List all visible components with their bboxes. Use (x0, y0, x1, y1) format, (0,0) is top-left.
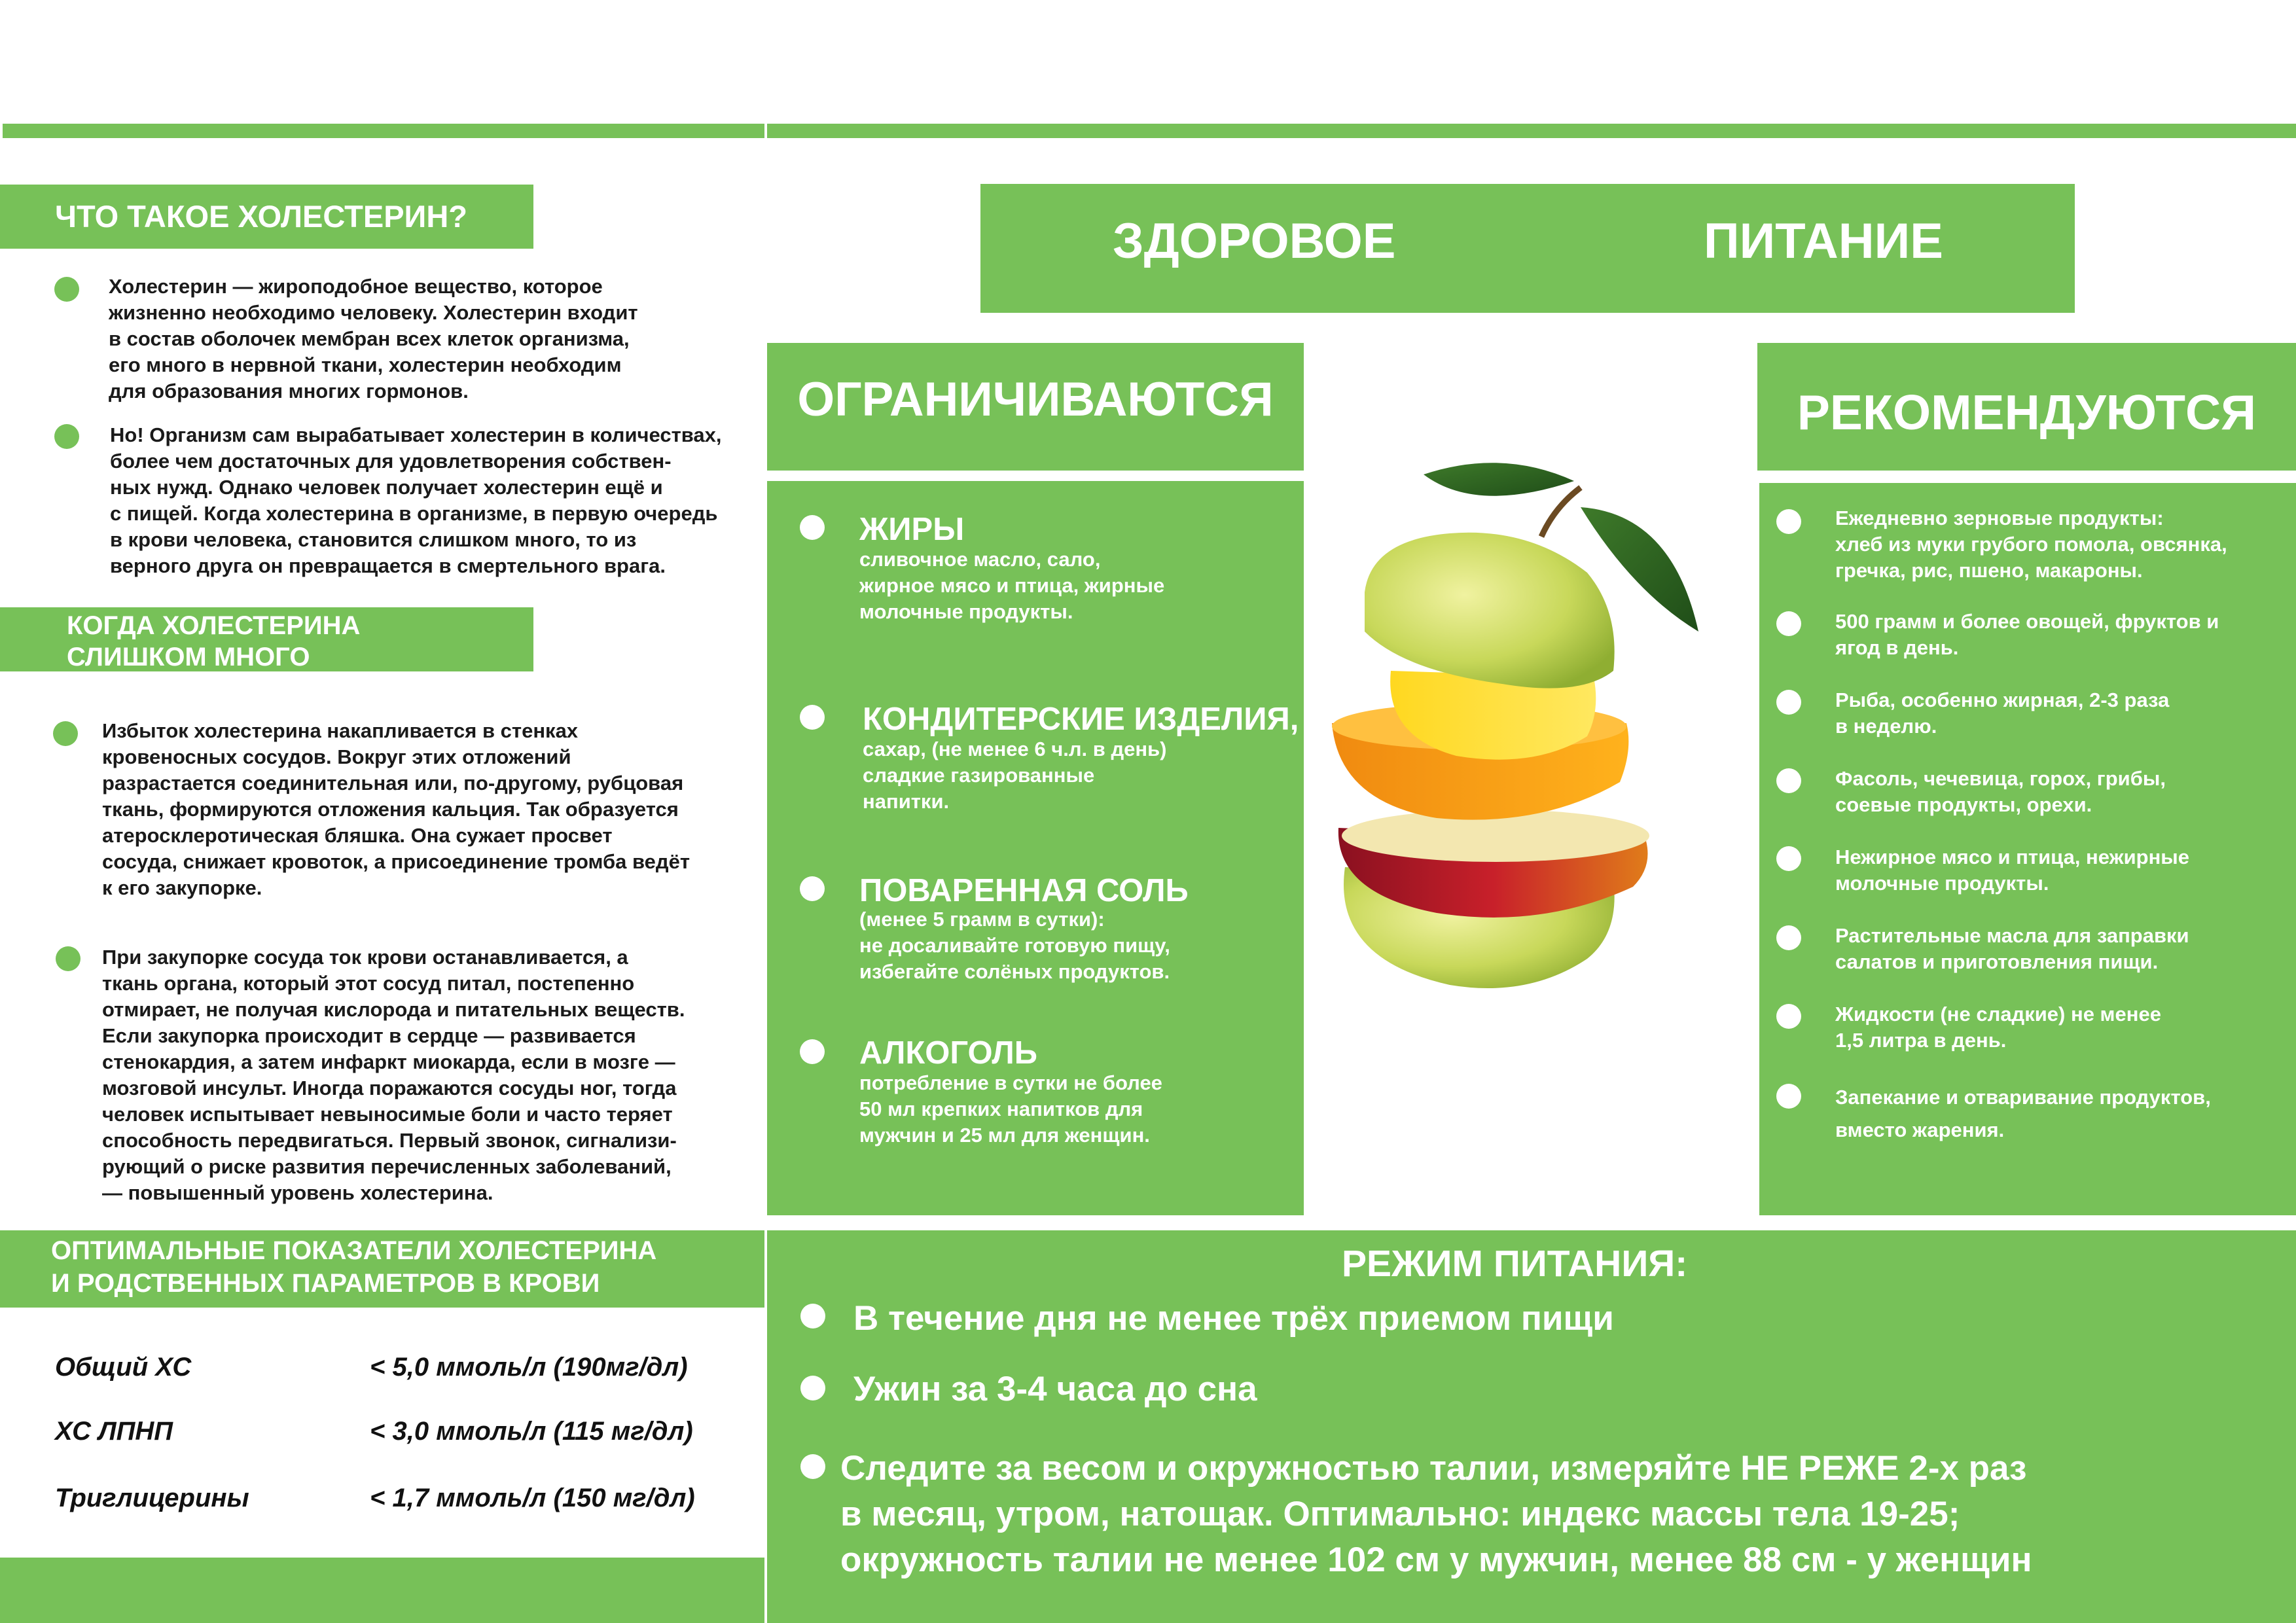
bullet (1776, 925, 1801, 950)
bullet (1776, 690, 1801, 715)
limited-item-body: (менее 5 грамм в сутки): не досаливайте готовую пищу, избегайте солёных продуктов. (859, 908, 1170, 983)
limited-item-body: сливочное масло, сало, жирное мясо и птица, жирные молочные продукты. (859, 548, 1165, 623)
param-value-triglycerides: < 1,7 ммоль/л (150 мг/дл) (370, 1484, 695, 1512)
bullet (800, 705, 825, 730)
eating-mode-panel (767, 1230, 2296, 1623)
bullet (1776, 509, 1801, 534)
limited-panel (767, 481, 1304, 1215)
recommended-item: Запекание и отваривание продуктов, вместо жарения. (1835, 1086, 2211, 1141)
eating-mode-item: Следите за весом и окружностью талии, измеряйте НЕ РЕЖЕ 2-х раз в месяц, утром, натощак. Оптимально: индекс массы тела 19-25; окружность талии не менее 102 см у мужчин, менее 88 см - у женщин (840, 1449, 2032, 1579)
bullet (56, 946, 81, 971)
limited-item-title: ЖИРЫ (859, 512, 965, 547)
sliced-fruit-image (1306, 461, 1757, 1005)
bullet (54, 277, 79, 302)
limited-item-body: потребление в сутки не более 50 мл крепких напитков для мужчин и 25 мл для женщин. (859, 1071, 1162, 1147)
bullet (1776, 768, 1801, 793)
recommended-item: Жидкости (не сладкие) не менее 1,5 литра в день. (1835, 1003, 2161, 1052)
recommended-item: Ежедневно зерновые продукты: хлеб из муки грубого помола, овсянка, гречка, рис, пшено, макароны. (1835, 507, 2227, 582)
param-label-total: Общий ХС (55, 1353, 192, 1382)
top-bar-left (3, 124, 764, 138)
bullet (53, 721, 78, 746)
recommended-item: Рыба, особенно жирная, 2-3 раза в неделю. (1835, 688, 2170, 738)
recommended-item: 500 грамм и более овощей, фруктов и ягод в день. (1835, 610, 2219, 659)
bullet (1776, 1004, 1801, 1029)
paragraph-blockage: При закупорке сосуда ток крови останавливается, а ткань органа, который этот сосуд питал, постепенно отмирает, не получая кислорода и питательных веществ. Если закупорка происходит в сердце — развивается стенокардия, а затем инфаркт миокарда, если в мозге — мозговой инсульт. Иногда поражаются сосуды ног, тогда человек испытывает невыносимые боли и часто теряет способность передвигаться. Первый звонок, сигнализи- рующий о риске развития перечисленных заболеваний, — повышенный уровень холестерина. (102, 946, 685, 1204)
eating-mode-title: РЕЖИМ ПИТАНИЯ: (1342, 1243, 1688, 1285)
bottom-bar-left (0, 1558, 764, 1623)
recommended-item: Растительные масла для заправки салатов и приготовления пищи. (1835, 924, 2189, 973)
section-title-what-is-cholesterol: ЧТО ТАКОЕ ХОЛЕСТЕРИН? (0, 185, 533, 249)
paragraph-excess: Избыток холестерина накапливается в стенках кровеносных сосудов. Вокруг этих отложений разрастается соединительная или, по-другому, рубцовая ткань, формируются отложения кальция. Так образуется атеросклеротическая бляшка. Она сужает просвет сосуда, снижает кровоток, а присоединение тромба ведёт к его закупорке. (102, 719, 691, 899)
bullet (800, 1304, 825, 1329)
eating-mode-item: В течение дня не менее трёх приемом пищи (853, 1299, 1614, 1338)
recommended-panel (1759, 483, 2296, 1215)
param-label-ldl: ХС ЛПНП (55, 1417, 173, 1446)
top-bar-right (767, 124, 2296, 138)
recommended-item: Фасоль, чечевица, горох, грибы, соевые продукты, орехи. (1835, 767, 2166, 816)
limited-item-title: ПОВАРЕННАЯ СОЛЬ (859, 873, 1189, 908)
bullet (1776, 1084, 1801, 1109)
param-label-triglycerides: Триглицерины (55, 1484, 249, 1512)
recommended-title: РЕКОМЕНДУЮТСЯ (1757, 343, 2296, 471)
bullet (800, 1376, 825, 1400)
bullet (800, 1039, 825, 1064)
bullet (1776, 611, 1801, 636)
limited-item-body: сахар, (не менее 6 ч.л. в день) сладкие газированные напитки. (863, 738, 1167, 813)
paragraph-body-produces: Но! Организм сам вырабатывает холестерин в количествах, более чем достаточных для удовлетворения собствен- ных нужд. Однако человек получает холестерин ещё и с пищей. Когда холестерина в организме, в первую очередь в крови человека, становится слишком много, то из верного друга он превращается в смертельного врага. (110, 423, 722, 577)
bullet (1776, 846, 1801, 871)
param-value-total: < 5,0 ммоль/л (190мг/дл) (370, 1353, 688, 1382)
banner-word-nutrition: ПИТАНИЕ (1704, 213, 1943, 269)
limited-item-title: КОНДИТЕРСКИЕ ИЗДЕЛИЯ, (863, 702, 1299, 737)
section-title-optimal: ОПТИМАЛЬНЫЕ ПОКАЗАТЕЛИ ХОЛЕСТЕРИНА И РОДСТВЕННЫХ ПАРАМЕТРОВ В КРОВИ (0, 1230, 764, 1308)
section-title-too-much: КОГДА ХОЛЕСТЕРИНА СЛИШКОМ МНОГО (0, 607, 533, 671)
banner-word-healthy: ЗДОРОВОЕ (1113, 213, 1396, 269)
recommended-item: Нежирное мясо и птица, нежирные молочные продукты. (1835, 846, 2190, 895)
bullet (800, 1454, 825, 1479)
bullet (800, 515, 825, 540)
limited-item-title: АЛКОГОЛЬ (859, 1035, 1038, 1071)
param-value-ldl: < 3,0 ммоль/л (115 мг/дл) (370, 1417, 693, 1446)
paragraph-what-is: Холестерин — жироподобное вещество, которое жизненно необходимо человеку. Холестерин входит в состав оболочек мембран всех клеток организма, его много в нервной ткани, холестерин необходим для образования многих гормонов. (109, 275, 638, 402)
limited-title: ОГРАНИЧИВАЮТСЯ (767, 343, 1304, 471)
eating-mode-item: Ужин за 3-4 часа до сна (853, 1370, 1257, 1408)
bullet (54, 424, 79, 449)
bullet (800, 876, 825, 901)
banner-healthy-nutrition (980, 184, 2075, 313)
